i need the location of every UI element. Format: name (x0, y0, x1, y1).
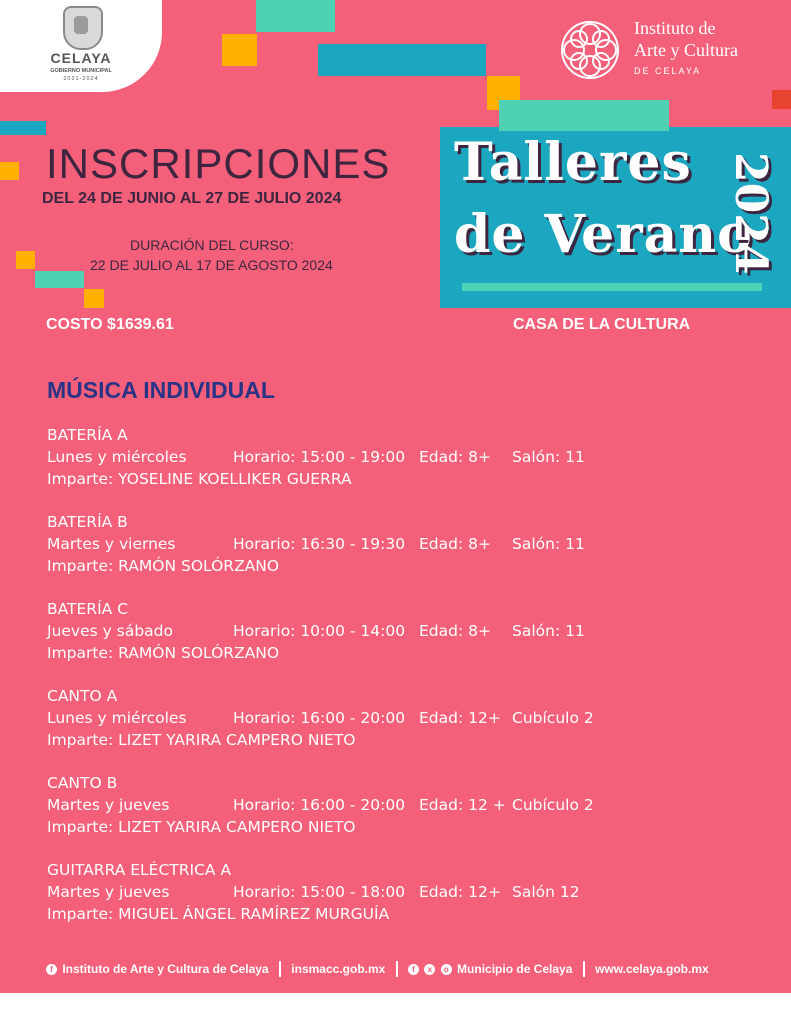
course-teacher: Imparte: LIZET YARIRA CAMPERO NIETO (47, 731, 356, 749)
iac-lattice-logo-icon (558, 18, 622, 82)
deco-yellow-mid (16, 251, 35, 269)
footer-celaya-link[interactable]: www.celaya.gob.mx (595, 962, 709, 976)
course-teacher: Imparte: RAMÓN SOLÓRZANO (47, 644, 280, 662)
course-item (47, 687, 767, 757)
course-teacher: Imparte: LIZET YARIRA CAMPERO NIETO (47, 818, 356, 836)
footer-municipio-link[interactable]: Municipio de Celaya (457, 962, 573, 976)
duracion-label: DURACIÓN DEL CURSO: (130, 237, 294, 253)
footer (46, 961, 756, 979)
celaya-seal-icon (63, 6, 103, 50)
celaya-logo-subtitle: GOBIERNO MUNICIPAL (50, 68, 112, 74)
course-title: GUITARRA ELÉCTRICA A (47, 861, 232, 879)
section-title: MÚSICA INDIVIDUAL (47, 377, 275, 403)
course-teacher: Imparte: RAMÓN SOLÓRZANO (47, 557, 280, 575)
iac-logo-line3: DE CELAYA (634, 66, 702, 76)
course-item (47, 426, 767, 496)
course-age: Edad: 8+ (419, 622, 491, 640)
course-room: Cubículo 2 (512, 709, 594, 727)
course-days: Martes y jueves (47, 883, 170, 901)
course-room: Salón: 11 (512, 622, 585, 640)
deco-mint-mid (35, 271, 84, 288)
deco-red-corner (772, 90, 791, 109)
course-title: BATERÍA C (47, 600, 128, 618)
course-room: Salón: 11 (512, 448, 585, 466)
course-age: Edad: 12 + (419, 796, 506, 814)
facebook-icon: f (46, 964, 57, 975)
footer-instituto-link[interactable]: Instituto de Arte y Cultura de Celaya (62, 962, 269, 976)
banner-title-line2: de Verano (454, 204, 753, 265)
inscripciones-dates: DEL 24 DE JUNIO AL 27 DE JULIO 2024 (42, 190, 342, 207)
course-item (47, 513, 767, 583)
course-age: Edad: 12+ (419, 883, 501, 901)
course-schedule: Horario: 16:00 - 20:00 (233, 709, 406, 727)
celaya-logo-years: 2021-2024 (63, 76, 99, 82)
deco-yellow-small (84, 289, 104, 308)
course-age: Edad: 8+ (419, 448, 491, 466)
deco-yellow-top (222, 34, 257, 66)
course-room: Salón: 11 (512, 535, 585, 553)
banner-mint-bottom-line (462, 283, 762, 291)
footer-divider (583, 961, 585, 977)
course-schedule: Horario: 10:00 - 14:00 (233, 622, 406, 640)
course-days: Lunes y miércoles (47, 448, 187, 466)
iac-logo-line2: Arte y Cultura (634, 40, 738, 60)
course-item (47, 774, 767, 844)
course-title: BATERÍA B (47, 513, 128, 531)
deco-mint-top (256, 0, 335, 32)
duracion-dates: 22 DE JULIO AL 17 DE AGOSTO 2024 (90, 257, 333, 273)
costo-label: COSTO $1639.61 (46, 316, 174, 333)
course-room: Cubículo 2 (512, 796, 594, 814)
course-item (47, 600, 767, 670)
celaya-logo-name: CELAYA (50, 50, 112, 66)
course-age: Edad: 12+ (419, 709, 501, 727)
course-item (47, 861, 767, 931)
banner-mint-top-bar (499, 100, 669, 131)
course-days: Lunes y miércoles (47, 709, 187, 727)
instagram-icon: o (441, 964, 452, 975)
banner-title-line1: Talleres (454, 132, 692, 193)
x-icon: x (424, 964, 435, 975)
course-teacher: Imparte: MIGUEL ÁNGEL RAMÍREZ MURGUÍA (47, 905, 390, 923)
footer-divider (279, 961, 281, 977)
course-schedule: Horario: 15:00 - 19:00 (233, 448, 406, 466)
deco-teal-bar (318, 44, 486, 76)
course-schedule: Horario: 15:00 - 18:00 (233, 883, 406, 901)
facebook-icon: f (408, 964, 419, 975)
course-title: CANTO A (47, 687, 118, 705)
course-days: Martes y jueves (47, 796, 170, 814)
course-schedule: Horario: 16:00 - 20:00 (233, 796, 406, 814)
course-schedule: Horario: 16:30 - 19:30 (233, 535, 406, 553)
banner-year: 2024 (725, 152, 776, 275)
inscripciones-title: INSCRIPCIONES (46, 140, 391, 187)
deco-teal-left (0, 121, 46, 135)
course-room: Salón 12 (512, 883, 580, 901)
footer-insmacc-link[interactable]: insmacc.gob.mx (291, 962, 386, 976)
deco-yellow-left (0, 162, 19, 180)
course-teacher: Imparte: YOSELINE KOELLIKER GUERRA (47, 470, 352, 488)
iac-logo-line1: Instituto de (634, 18, 716, 38)
course-title: BATERÍA A (47, 426, 128, 444)
course-days: Martes y viernes (47, 535, 176, 553)
sede-label: CASA DE LA CULTURA (513, 316, 691, 333)
course-age: Edad: 8+ (419, 535, 491, 553)
course-title: CANTO B (47, 774, 118, 792)
footer-divider (396, 961, 398, 977)
course-days: Jueves y sábado (47, 622, 173, 640)
